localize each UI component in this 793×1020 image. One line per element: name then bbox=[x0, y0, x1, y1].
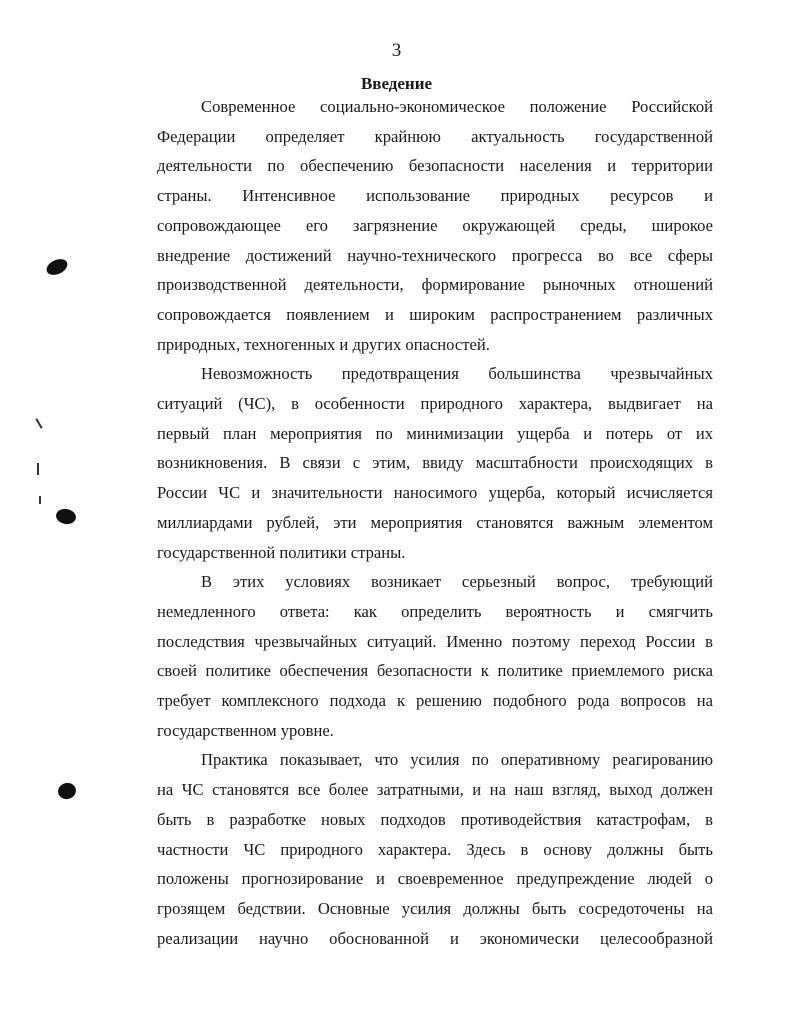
section-heading: Введение bbox=[360, 74, 433, 93]
paragraph-2-line-1: Невозможность предотвращения большинства чрезвычайных bbox=[201, 364, 713, 384]
paragraph-3-line-5: требует комплексного подхода к решению подобного рода вопросов на bbox=[157, 691, 713, 711]
paragraph-1-line-3: деятельности по обеспечению безопасности населения и территории bbox=[157, 156, 713, 176]
paragraph-1-line-4: страны. Интенсивное использование природных ресурсов и bbox=[157, 186, 713, 206]
paragraph-4-line-4: частности ЧС природного характера. Здесь в основу должны быть bbox=[157, 839, 713, 859]
paragraph-3-line-4: своей политике обеспечения безопасности к политике приемлемого риска bbox=[157, 661, 713, 681]
paragraph-1-line-6: внедрение достижений научно-технического прогресса во все сферы bbox=[157, 245, 713, 265]
paragraph-2-line-6: миллиардами рублей, эти мероприятия становятся важным элементом bbox=[157, 512, 713, 532]
paragraph-2-line-7: государственной политики страны. bbox=[157, 542, 406, 562]
paragraph-3-line-3: последствия чрезвычайных ситуаций. Именно поэтому переход России в bbox=[157, 631, 713, 651]
paragraph-2-line-5: России ЧС и значительности наносимого ущерба, который исчисляется bbox=[157, 483, 713, 503]
paragraph-4-line-5: положены прогнозирование и своевременное предупреждение людей о bbox=[157, 869, 713, 889]
paragraph-1-line-7: производственной деятельности, формирование рыночных отношений bbox=[157, 275, 713, 295]
body-text bbox=[157, 92, 713, 953]
paragraph-4-line-2: на ЧС становятся все более затратными, и на наш взгляд, выход должен bbox=[157, 780, 713, 800]
punch-hole-mark-2 bbox=[55, 507, 77, 525]
paragraph-3-line-1: В этих условиях возникает серьезный вопрос, требующий bbox=[201, 572, 713, 592]
paragraph-1-line-8: сопровождается появлением и широким распространением различных bbox=[157, 304, 713, 324]
paragraph-3-line-6: государственном уровне. bbox=[157, 720, 334, 740]
punch-hole-mark-1 bbox=[44, 256, 70, 278]
paragraph-4-line-3: быть в разработке новых подходов противодействия катастрофам, в bbox=[157, 809, 713, 829]
punch-hole-mark-3 bbox=[56, 781, 78, 801]
paragraph-2-line-3: первый план мероприятия по минимизации ущерба и потерь от их bbox=[157, 423, 713, 443]
page-number: 3 bbox=[391, 40, 402, 61]
paragraph-1-line-1: Современное социально-экономическое положение Российской bbox=[201, 97, 713, 116]
margin-scratch-2 bbox=[37, 463, 39, 475]
paragraph-4-line-1: Практика показывает, что усилия по оперативному реагированию bbox=[201, 750, 713, 770]
margin-scratch-3 bbox=[39, 496, 41, 504]
paragraph-1-line-2: Федерации определяет крайнюю актуальность государственной bbox=[157, 126, 713, 146]
paragraph-4-line-6: грозящем бедствии. Основные усилия должны быть сосредоточены на bbox=[157, 898, 713, 918]
paragraph-2-line-2: ситуаций (ЧС), в особенности природного характера, выдвигает на bbox=[157, 394, 713, 414]
paragraph-2-line-4: возникновения. В связи с этим, ввиду масштабности происходящих в bbox=[157, 453, 713, 473]
paragraph-1-line-9: природных, техногенных и других опасностей. bbox=[157, 334, 490, 354]
paragraph-1-line-5: сопровождающее его загрязнение окружающей среды, широкое bbox=[157, 215, 713, 235]
margin-scratch-1 bbox=[35, 418, 42, 429]
paragraph-3-line-2: немедленного ответа: как определить вероятность и смягчить bbox=[157, 601, 713, 621]
paragraph-4-line-7: реализации научно обоснованной и экономически целесообразной bbox=[157, 928, 713, 948]
